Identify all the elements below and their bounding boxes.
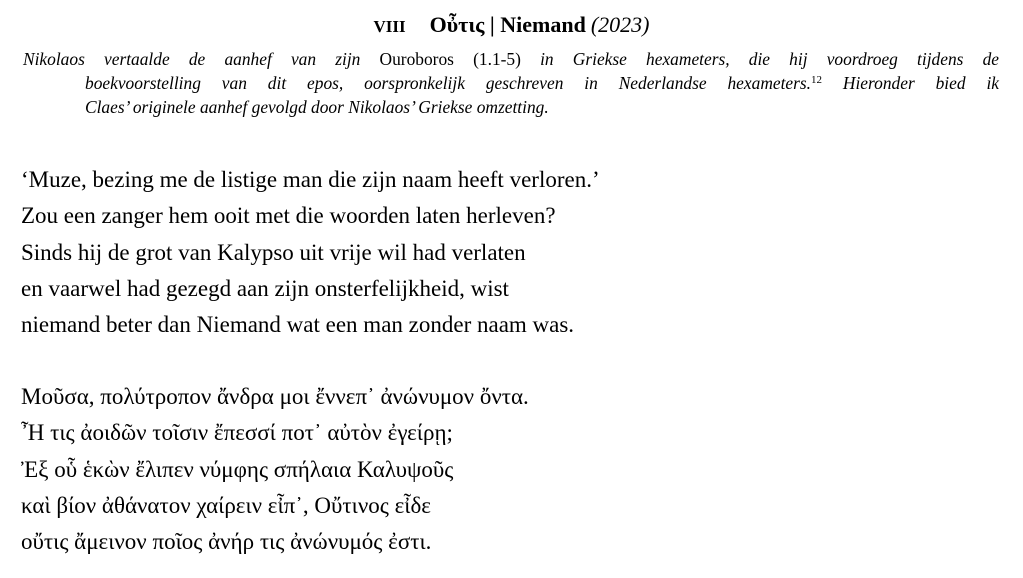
- dutch-verse: ‘Muze, bezing me de listige man die zijn naam heeft verloren.’: [21, 167, 600, 192]
- greek-verse: Ἦ τις ἀοιδῶν τοῖσιν ἔπεσσί ποτ᾽ αὐτὸν ἐγείρῃ;: [21, 420, 453, 446]
- footnote-marker[interactable]: 12: [811, 74, 823, 86]
- dutch-verse: niemand beter dan Niemand wat een man zonder naam was.: [21, 312, 575, 338]
- greek-verse: οὔτις ἄμεινον ποῖος ἀνήρ τις ἀνώνυμός ἐστι.: [21, 529, 432, 555]
- greek-poem: [21, 379, 529, 560]
- dutch-verse: en vaarwel had gezegd aan zijn onsterfelijkheid, wist: [21, 275, 509, 301]
- dutch-poem: [21, 162, 600, 343]
- section-heading: [0, 11, 1023, 41]
- greek-verse: καὶ βίον ἀθάνατον χαίρειν εἶπ᾽, Οὔτινος εἶδε: [21, 492, 431, 518]
- section-title: Οὖτις | Niemand: [429, 12, 586, 37]
- dutch-verse: Sinds hij de grot van Kalypso uit vrije wil had verlaten: [21, 239, 526, 265]
- greek-verse: Ἐξ οὗ ἑκὼν ἔλιπεν νύμφης σπήλαια Καλυψοῦς: [21, 456, 454, 482]
- intro-line-1: Nikolaos vertaalde de aanhef van zijn Ouroboros (1.1-5) in Griekse hexameters, die hij voordroeg tijdens de: [23, 49, 1000, 69]
- dutch-verse: Zou een zanger hem ooit met die woorden laten herleven?: [21, 203, 556, 229]
- intro-paragraph: [23, 47, 999, 119]
- greek-verse: Μοῦσα, πολύτροπον ἄνδρα μοι ἔννεπ᾽ ἀνώνυμον ὄντα.: [21, 384, 529, 409]
- intro-line-3: Claes’ originele aanhef gevolgd door Nikolaos’ Griekse omzetting.: [85, 97, 549, 117]
- section-year: (2023): [590, 12, 650, 37]
- section-number: VIII: [373, 17, 406, 36]
- intro-line-2: boekvoorstelling van dit epos, oorspronkelijk geschreven in Nederlandse hexameters.$^{12}$ Hieronder bied ik: [85, 73, 999, 93]
- work-reference: Ouroboros (1.1-5): [379, 49, 521, 69]
